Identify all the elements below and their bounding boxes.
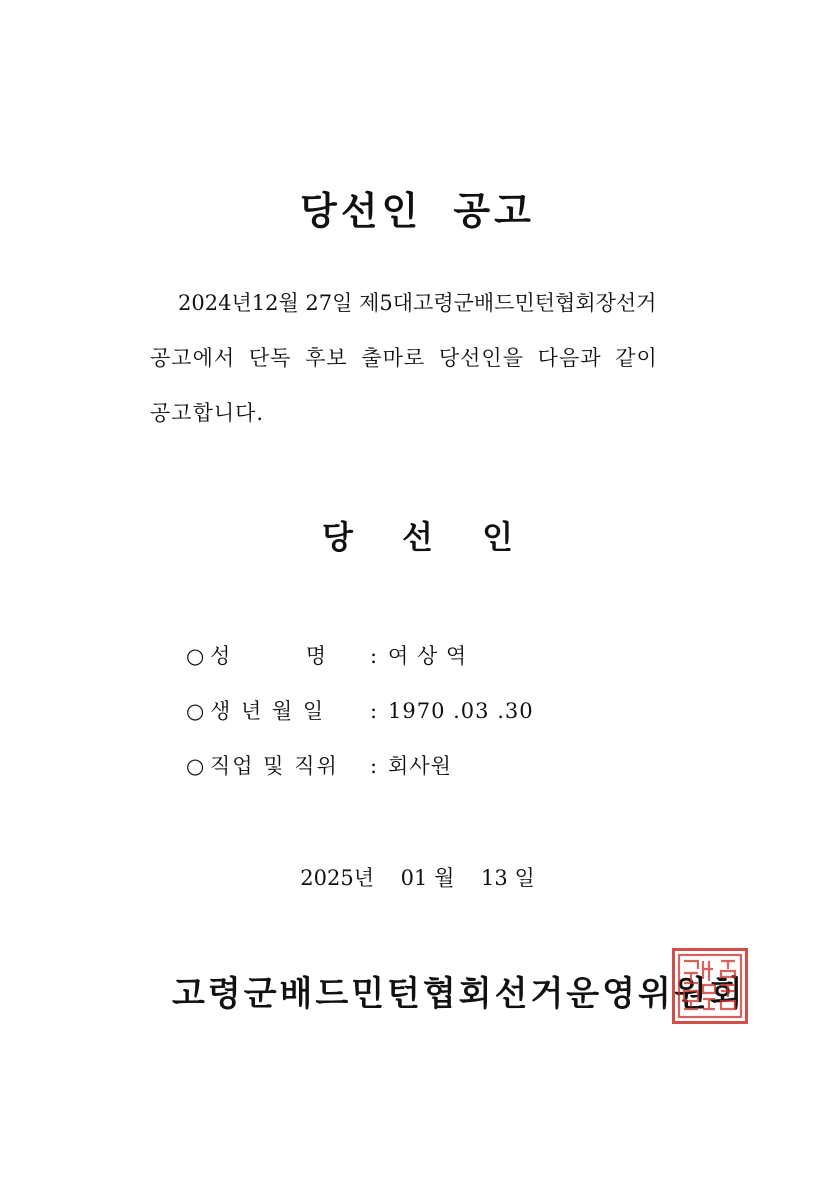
paragraph-line-1: 2024년12월 27일 제5대고령군배드민턴협회장선거 — [178, 291, 657, 315]
section-subtitle: 당 선 인 — [321, 518, 514, 556]
info-label-name-part2: 명 — [305, 644, 328, 668]
info-label-name — [210, 640, 328, 670]
document-title: 당선인 공고 — [300, 188, 535, 233]
info-label-birthdate: 생 년 월 일 — [210, 699, 326, 723]
bullet-circle: ○ — [186, 754, 205, 778]
info-label-name-part1: 성 — [210, 644, 233, 668]
info-label-occupation: 직업 및 직위 — [210, 754, 339, 778]
seal-glyph-icon — [675, 951, 745, 1021]
info-separator: : — [370, 699, 378, 723]
paragraph-line-2: 공고에서 단독 후보 출마로 당선인을 다음과 같이 — [150, 346, 658, 370]
info-row-name — [186, 640, 467, 670]
info-separator: : — [370, 644, 378, 668]
official-seal-icon — [672, 948, 748, 1024]
info-value-birthdate: 1970 .03 .30 — [388, 699, 534, 723]
date-year: 2025년 — [300, 866, 374, 890]
bullet-circle: ○ — [186, 699, 205, 723]
paragraph-line-3: 공고합니다. — [150, 401, 265, 425]
date-month: 01 월 — [400, 866, 455, 890]
info-row-occupation — [186, 750, 452, 780]
organization-name: 고령군배드민턴협회선거운영위원회 — [172, 974, 746, 1014]
info-value-occupation: 회사원 — [388, 754, 452, 778]
info-row-birthdate — [186, 695, 534, 725]
date-day: 13 일 — [481, 866, 535, 890]
info-separator: : — [370, 754, 378, 778]
info-value-name: 여 상 역 — [388, 644, 468, 668]
bullet-circle: ○ — [186, 644, 205, 668]
announcement-date — [0, 862, 835, 892]
